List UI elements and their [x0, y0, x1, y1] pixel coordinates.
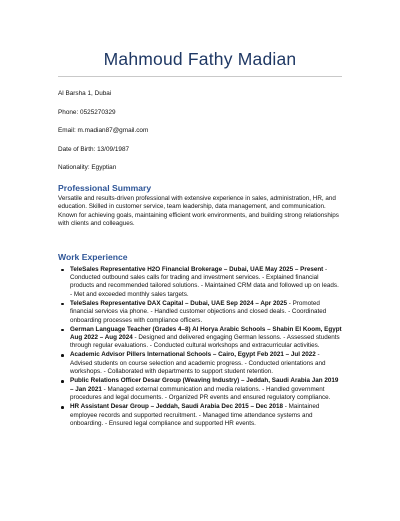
- candidate-name: Mahmoud Fathy Madian: [103, 49, 297, 69]
- list-item: [58, 326, 342, 351]
- contact-nationality: Nationality: Egyptian: [58, 164, 117, 171]
- job-details: - Managed external communication and media relations. - Handled government procedures and legal documents. - Organized PR events and ensured regulatory compliance.: [70, 385, 331, 402]
- contact-block: [58, 90, 342, 172]
- job-details: - Designed and delivered engaging German lessons. - Assessed students through regular evaluations. - Conducted cultural workshops and extracurricular activities.: [70, 334, 340, 350]
- job-heading: German Language Teacher (Grades 4–8) Al Horya Arabic Schools – Shabin El Koom, Egypt Aug 2022 – Aug 2024: [70, 325, 342, 342]
- header-divider: [58, 76, 342, 77]
- bullet-icon: [61, 269, 64, 272]
- list-item: [58, 403, 342, 428]
- job-heading: Academic Advisor Pillers International Schools – Cairo, Egypt Feb 2021 – Jul 2022: [70, 351, 316, 359]
- bullet-icon: [61, 303, 64, 306]
- contact-dob: Date of Birth: 13/09/1987: [58, 145, 130, 153]
- list-item: [58, 300, 342, 325]
- bullet-icon: [61, 329, 64, 332]
- summary-text: Versatile and results-driven professional with extensive experience in sales, administration, HR, and education. Skilled in customer service, team leadership, data management, and communication. Known for achieving goals, maintaining efficient work environments, and building strong relationships with clients and colleagues.: [58, 195, 339, 228]
- job-heading: TeleSales Representative H2O Financial Brokerage – Dubai, UAE May 2025 – Present: [70, 265, 324, 273]
- contact-address: Al Barsha 1, Dubai: [58, 90, 112, 97]
- job-details: - Advised students on course selection and academic progress. - Conducted orientations and workshops. - Collaborated with departments to support student retention.: [70, 351, 326, 376]
- work-experience-list: [58, 266, 342, 429]
- list-item: [58, 351, 342, 376]
- list-item: [58, 377, 342, 402]
- job-heading: TeleSales Representative DAX Capital – Dubai, UAE Sep 2024 – Apr 2025: [70, 299, 287, 307]
- job-details: - Promoted financial services via phone. - Handled customer objections and closed deals. - Coordinated onboarding processes with compliance officers.: [70, 299, 327, 324]
- summary-heading: Professional Summary: [58, 183, 152, 193]
- job-heading: HR Assistant Desar Group – Jeddah, Saudi Arabia Dec 2015 – Dec 2018: [70, 403, 284, 411]
- job-heading: Public Relations Officer Desar Group (Weaving Industry) – Jeddah, Saudi Arabia Jan 2019 – Jan 2021: [70, 377, 339, 393]
- contact-phone: Phone: 0525270329: [58, 108, 116, 116]
- bullet-icon: [61, 380, 64, 383]
- bullet-icon: [61, 354, 64, 357]
- job-details: - Maintained employee records and supported recruitment. - Managed time attendance systems and onboarding. - Ensured legal compliance and supported HR events.: [70, 403, 320, 427]
- bullet-icon: [61, 406, 64, 409]
- work-experience-heading: Work Experience: [58, 251, 128, 262]
- contact-email: Email: m.madian87@gmail.com: [58, 127, 149, 134]
- list-item: [58, 266, 342, 300]
- job-details: - Conducted outbound sales calls for trading and investment services. - Explained financial products and recommended tailored solutions. - Maintained CRM data and followed up on leads. - Met and exceeded monthly sales targets.: [70, 265, 339, 298]
